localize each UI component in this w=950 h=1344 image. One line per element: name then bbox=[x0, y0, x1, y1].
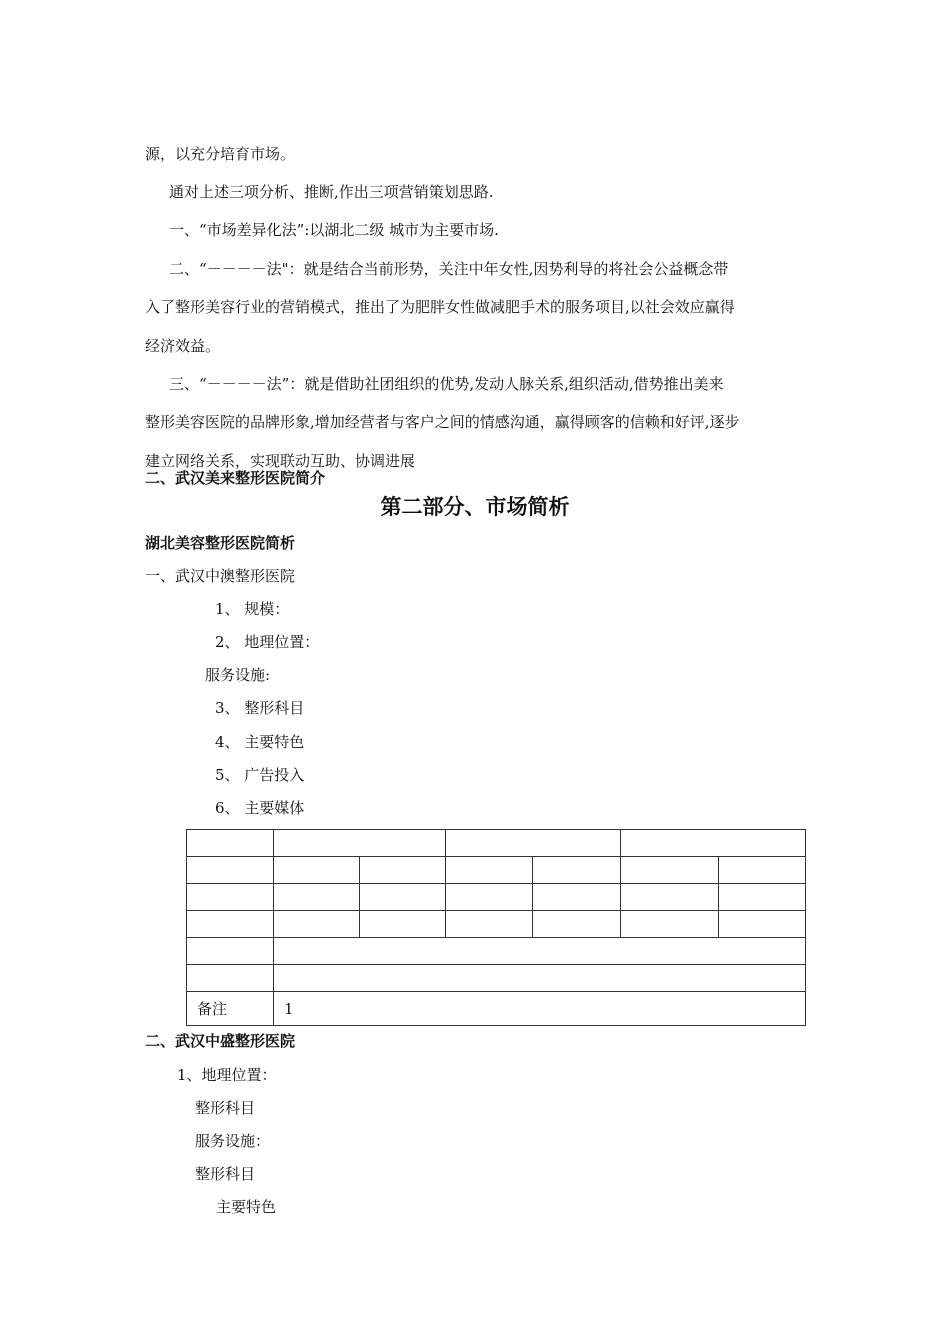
table-row bbox=[187, 884, 806, 911]
list-item: 整形科目 bbox=[195, 1099, 256, 1117]
table-row bbox=[187, 857, 806, 884]
list-item: 服务设施: bbox=[205, 666, 271, 684]
list-item: 主要特色 bbox=[216, 1198, 277, 1216]
list-item: 1、地理位置： bbox=[177, 1066, 277, 1084]
table-row bbox=[187, 938, 806, 965]
table-cell bbox=[187, 911, 274, 938]
table-cell bbox=[274, 884, 360, 911]
hospital-1-name: 一、武汉中澳整形医院 bbox=[145, 567, 296, 585]
hospital-table bbox=[186, 829, 806, 1026]
paragraph-continuation: 源，以充分培育市场。 bbox=[145, 145, 296, 163]
table-cell bbox=[446, 857, 533, 884]
list-item: 5、 广告投入 bbox=[215, 766, 305, 784]
table-cell bbox=[187, 857, 274, 884]
paragraph-strategy-3-line2: 整形美容医院的品牌形象,增加经营者与客户之间的情感沟通，赢得顾客的信赖和好评,逐步 bbox=[145, 413, 740, 431]
paragraph-strategy-1: 一、“市场差异化法”:以湖北二级 城市为主要市场. bbox=[169, 221, 499, 239]
paragraph-strategy-3-line3: 建立网络关系，实现联动互助、协调进展 bbox=[145, 452, 416, 470]
table-cell bbox=[533, 857, 621, 884]
list-item: 服务设施： bbox=[195, 1132, 271, 1150]
paragraph-analysis: 通对上述三项分析、推断,作出三项营销策划思路. bbox=[169, 183, 494, 201]
list-item: 3、 整形科目 bbox=[215, 699, 305, 717]
list-item: 1、 规模： bbox=[215, 600, 290, 618]
table-row bbox=[187, 830, 806, 857]
table-cell bbox=[446, 830, 621, 857]
table-cell bbox=[621, 830, 806, 857]
note-label: 备注 bbox=[187, 992, 274, 1026]
note-value: 1 bbox=[274, 992, 806, 1026]
paragraph-strategy-2-line3: 经济效益。 bbox=[145, 337, 221, 355]
table-cell bbox=[446, 884, 533, 911]
table-cell bbox=[187, 938, 274, 965]
table-cell bbox=[187, 884, 274, 911]
table-cell bbox=[621, 884, 719, 911]
table-cell bbox=[274, 857, 360, 884]
table-cell bbox=[187, 965, 274, 992]
intro-heading: 二、武汉美来整形医院简介 bbox=[145, 469, 326, 487]
table-cell bbox=[360, 857, 446, 884]
table-cell bbox=[719, 911, 806, 938]
table-row bbox=[187, 965, 806, 992]
table-cell bbox=[274, 938, 806, 965]
paragraph-strategy-2-line2: 入了整形美容行业的营销模式，推出了为肥胖女性做减肥手术的服务项目,以社会效应赢得 bbox=[145, 298, 735, 316]
hospital-2-heading: 二、武汉中盛整形医院 bbox=[145, 1032, 296, 1050]
list-item: 6、 主要媒体 bbox=[215, 799, 305, 817]
table-cell bbox=[446, 911, 533, 938]
list-item: 4、 主要特色 bbox=[215, 733, 305, 751]
table-row-note bbox=[187, 992, 806, 1026]
paragraph-strategy-3-line1: 三、“－－－－法”：就是借助社团组织的优势,发动人脉关系,组织活动,借势推出美来 bbox=[169, 375, 724, 393]
table-cell bbox=[274, 830, 446, 857]
table-cell bbox=[719, 884, 806, 911]
list-item: 2、 地理位置： bbox=[215, 633, 320, 651]
table-cell bbox=[719, 857, 806, 884]
paragraph-strategy-2-line1: 二、“－－－－法"：就是结合当前形势，关注中年女性,因势利导的将社会公益概念带 bbox=[169, 260, 729, 278]
table-cell bbox=[187, 830, 274, 857]
list-item: 整形科目 bbox=[195, 1165, 256, 1183]
table-cell bbox=[533, 911, 621, 938]
table-cell bbox=[533, 884, 621, 911]
table-cell bbox=[274, 965, 806, 992]
table-cell bbox=[621, 857, 719, 884]
table-row bbox=[187, 911, 806, 938]
table-cell bbox=[360, 884, 446, 911]
table-cell bbox=[621, 911, 719, 938]
table-cell bbox=[360, 911, 446, 938]
hubei-heading: 湖北美容整形医院简析 bbox=[145, 534, 296, 552]
part-title: 第二部分、市场简析 bbox=[380, 495, 570, 519]
table-cell bbox=[274, 911, 360, 938]
